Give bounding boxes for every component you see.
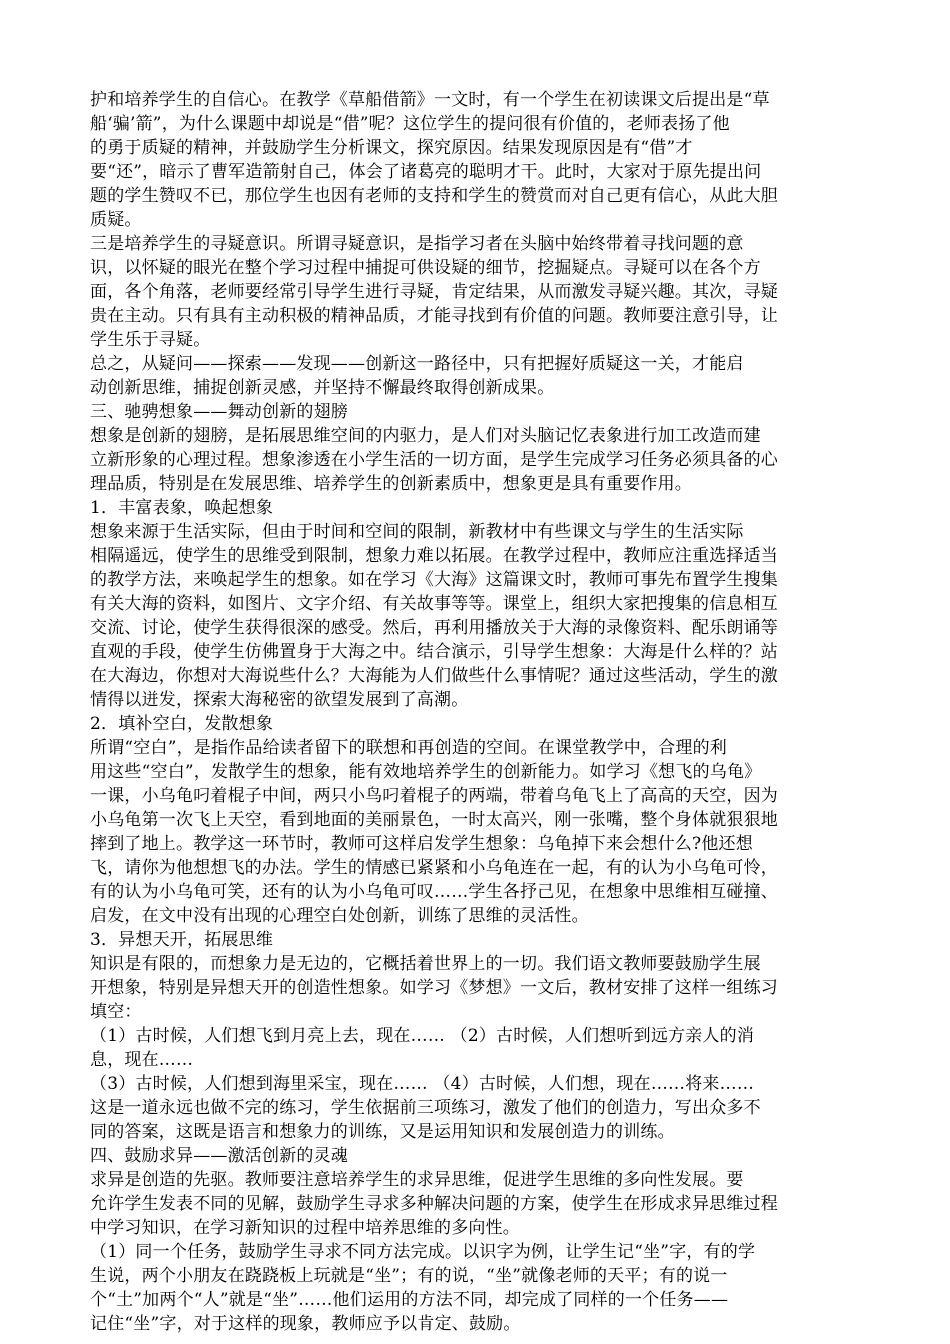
text-line: 直观的手段，使学生仿佛置身于大海之中。结合演示，引导学生想象：大海是什么样的？站 — [90, 642, 778, 662]
text-line: 面，各个角落，老师要经常引导学生进行寻疑，肯定结果，从而激发寻疑兴趣。其次，寻疑 — [90, 282, 778, 302]
text-line: 想象来源于生活实际，但由于时间和空间的限制，新教材中有些课文与学生的生活实际 — [90, 522, 744, 542]
section-heading: 三、驰骋想象——舞动创新的翅膀 — [90, 402, 348, 422]
text-line: 一课，小乌龟叼着棍子中间，两只小鸟叼着棍子的两端，带着乌龟飞上了高高的天空，因为 — [90, 786, 778, 806]
text-line: 个“土”加两个“人”就是“坐”……他们运用的方法不同，却完成了同样的一个任务—— — [90, 1290, 729, 1310]
text-line: 动创新思维，捕捉创新灵感，并坚持不懈最终取得创新成果。 — [90, 378, 555, 398]
text-line: 所谓“空白”，是指作品给读者留下的联想和再创造的空间。在课堂教学中，合理的利 — [90, 738, 727, 758]
subsection-heading: 知识是有限的，而想象力是无边的，它概括着世界上的一切。我们语文教师要鼓励学生展 — [90, 954, 761, 974]
text-line: 3．异想天开，拓展思维 — [90, 930, 274, 950]
text-line: 在大海边，你想对大海说些什么？大海能为人们做些什么事情呢？通过这些活动，学生的激 — [90, 666, 778, 686]
text-line: 理品质，特别是在发展思维、培养学生的创新素质中，想象更是具有重要作用。 — [90, 474, 692, 494]
text-line: 填空： — [90, 1002, 142, 1022]
text-line: 的教学方法，来唤起学生的想象。如在学习《大海》这篇课文时，教师可事先布置学生搜集 — [90, 570, 778, 590]
exercise-line: 息，现在…… — [90, 1050, 194, 1070]
text-line: 质疑。 — [90, 210, 142, 230]
text-line: 允许学生发表不同的见解，鼓励学生寻求多种解决问题的方案，使学生在形成求异思维过程 — [90, 1194, 778, 1214]
text-line: 相隔遥远，使学生的思维受到限制，想象力难以拓展。在教学过程中，教师应注重选择适当 — [90, 546, 778, 566]
text-line: 记住“坐”字，对于这样的现象，教师应予以肯定、鼓励。 — [90, 1314, 521, 1334]
text-line: 启发，在文中没有出现的心理空白处创新，训练了思维的灵活性。 — [90, 906, 589, 926]
text-line: 题的学生赞叹不已，那位学生也因有老师的支持和学生的赞赏而对自己更有信心，从此大胆 — [90, 186, 778, 206]
subsection-heading: 2．填补空白，发散想象 — [90, 714, 274, 734]
text-line: 贵在主动。只有具有主动积极的精神品质，才能寻找到有价值的问题。教师要注意引导，让 — [90, 306, 778, 326]
section-heading: 求异是创造的先驱。教师要注意培养学生的求异思维，促进学生思维的多向性发展。要 — [90, 1170, 744, 1190]
subsection-heading: 1．丰富表象，唤起想象 — [90, 498, 274, 518]
text-line: 学生乐于寻疑。 — [90, 330, 211, 350]
text-line: 总之，从疑问——探索——发现——创新这一路径中，只有把握好质疑这一关，才能启 — [90, 354, 744, 374]
text-line: 立新形象的心理过程。想象渗透在小学生活的一切方面，是学生完成学习任务必须具备的心 — [90, 450, 778, 470]
text-line: 生说，两个小朋友在跷跷板上玩就是“坐”；有的说，“坐”就像老师的天平；有的说一 — [90, 1266, 728, 1286]
text-line: 三是培养学生的寻疑意识。所谓寻疑意识，是指学习者在头脑中始终带着寻找问题的意 — [90, 234, 744, 254]
text-line: 船‘骗’箭”，为什么课题中却说是“借”呢？这位学生的提问很有价值的，老师表扬了他 — [90, 114, 730, 134]
text-line: 四、鼓励求异——激活创新的灵魂 — [90, 1146, 348, 1166]
exercise-line: 这是一道永远也做不完的练习，学生依据前三项练习，激发了他们的创造力，写出众多不 — [90, 1098, 761, 1118]
text-line: 想象是创新的翅膀，是拓展思维空间的内驱力，是人们对头脑记忆表象进行加工改造而建 — [90, 426, 761, 446]
text-line: 用这些“空白”，发散学生的想象，能有效地培养学生的创新能力。如学习《想飞的乌龟》 — [90, 762, 762, 782]
text-line: 摔到了地上。教学这一环节时，教师可这样启发学生想象：乌龟掉下来会想什么?他还想 — [90, 834, 753, 854]
text-line: 小乌龟第一次飞上天空，看到地面的美丽景色，一时太高兴，刚一张嘴，整个身体就狠狠地 — [90, 810, 778, 830]
text-line: 有的认为小乌龟可笑，还有的认为小乌龟可叹……学生各抒己见，在想象中思维相互碰撞、 — [90, 882, 778, 902]
text-line: 护和培养学生的自信心。在教学《草船借箭》一文时，有一个学生在初读课文后提出是“草 — [90, 90, 770, 110]
text-line: 的勇于质疑的精神，并鼓励学生分析课文，探究原因。结果发现原因是有“借”才 — [90, 138, 693, 158]
text-line: 同的答案，这既是语言和想象力的训练，又是运用知识和发展创造力的训练。 — [90, 1122, 675, 1142]
exercise-line: （3）古时候，人们想到海里采宝，现在…… （4）古时候，人们想，现在……将来…… — [90, 1074, 755, 1094]
text-line: （1）同一个任务，鼓励学生寻求不同方法完成。以识字为例，让学生记“坐”字，有的学 — [90, 1242, 756, 1262]
text-line: 开想象，特别是异想天开的创造性想象。如学习《梦想》一文后，教材安排了这样一组练习 — [90, 978, 778, 998]
text-line: 要“还”，暗示了曹军造箭射自己，体会了诸葛亮的聪明才干。此时，大家对于原先提出问 — [90, 162, 762, 182]
text-line: 情得以迸发，探索大海秘密的欲望发展到了高潮。 — [90, 690, 469, 710]
text-line: （1）古时候，人们想飞到月亮上去，现在…… （2）古时候，人们想听到远方亲人的消 — [90, 1026, 755, 1046]
text-line: 中学习知识，在学习新知识的过程中培养思维的多向性。 — [90, 1218, 520, 1238]
text-line: 飞，请你为他想想飞的办法。学生的情感已紧紧和小乌龟连在一起，有的认为小乌龟可怜， — [90, 858, 778, 878]
text-line: 识，以怀疑的眼光在整个学习过程中捕捉可供设疑的细节，挖掘疑点。寻疑可以在各个方 — [90, 258, 761, 278]
text-line: 交流、讨论，使学生获得很深的感受。然后，再利用播放关于大海的录像资料、配乐朗诵等 — [90, 618, 778, 638]
text-line: 有关大海的资料，如图片、文字介绍、有关故事等等。课堂上，组织大家把搜集的信息相互 — [90, 594, 778, 614]
